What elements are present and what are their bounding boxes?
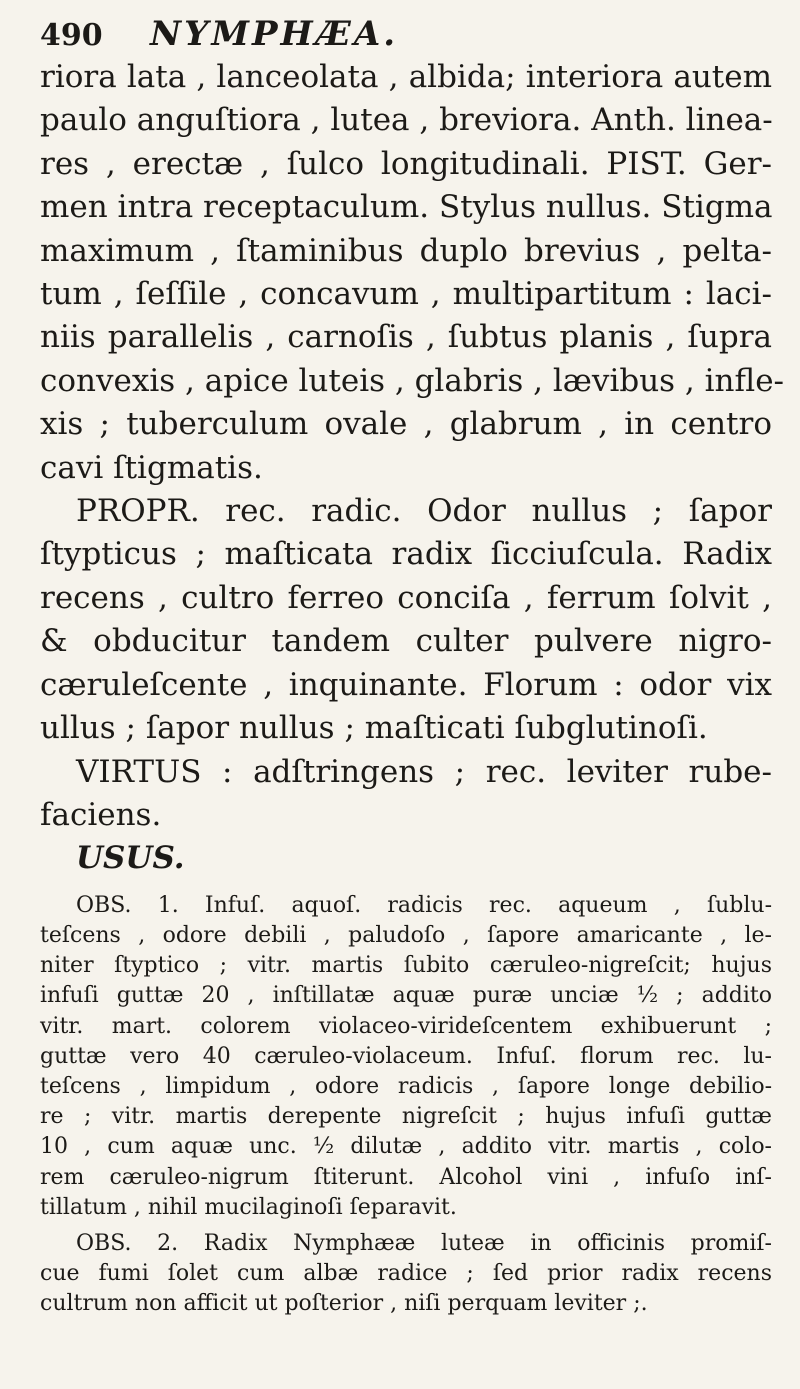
text-line: & obducitur tandem culter pulvere nigro- bbox=[40, 623, 772, 660]
text-line: re ; vitr. martis derepente nigreſcit ; hujus infuſi guttæ bbox=[40, 1104, 772, 1130]
text-line: teſcens , odore debili , paludoſo , ſapore amaricante , le- bbox=[40, 922, 772, 948]
text-line: guttæ vero 40 cæruleo-violaceum. Infuſ. florum rec. lu- bbox=[40, 1043, 772, 1069]
text-line: OBS. 2. Radix Nymphææ luteæ in officinis promiſ- bbox=[76, 1230, 772, 1256]
usus-heading: USUS. bbox=[76, 840, 185, 877]
propr-paragraph bbox=[40, 490, 772, 750]
running-head bbox=[40, 12, 772, 56]
text-line: VIRTUS : adſtringens ; rec. leviter rube- bbox=[76, 753, 772, 790]
text-line: infuſi guttæ 20 , inſtillatæ aquæ puræ unciæ ½ ; addito bbox=[40, 983, 772, 1009]
text-line: vitr. mart. colorem violaceo-virideſcentem exhibuerunt ; bbox=[40, 1013, 772, 1039]
text-line: riora lata , lanceolata , albida; interiora autem bbox=[40, 59, 772, 95]
text-line: ullus ; ſapor nullus ; maſticati ſubglutinoſi. bbox=[40, 710, 708, 747]
text-line: cue fumi ſolet cum albæ radice ; ſed prior radix recens bbox=[40, 1261, 772, 1287]
text-line: ſtypticus ; maſticata radix ſicciuſcula. Radix bbox=[40, 536, 772, 573]
text-line: rem cæruleo-nigrum ſtiterunt. Alcohol vini , infuſo inſ- bbox=[40, 1164, 772, 1190]
text-line: res , erectæ , ſulco longitudinali. PIST. Ger- bbox=[40, 145, 772, 182]
text-line: cultrum non afficit ut poſterior , niſi perquam leviter ;. bbox=[40, 1291, 648, 1317]
text-line: 10 , cum aquæ unc. ½ dilutæ , addito vitr. martis , colo- bbox=[40, 1134, 772, 1160]
page-number: 490 bbox=[40, 18, 103, 53]
description-paragraph bbox=[40, 56, 785, 490]
obs1-paragraph bbox=[40, 891, 772, 1223]
text-line: faciens. bbox=[40, 796, 162, 833]
text-line: tillatum , nihil mucilaginoſi ſeparavit. bbox=[40, 1194, 457, 1220]
text-line: men intra receptaculum. Stylus nullus. Stigma bbox=[40, 189, 773, 226]
running-title: NYMPHÆA. bbox=[150, 14, 399, 54]
text-line: niter ſtyptico ; vitr. martis ſubito cæruleo-nigreſcit; hujus bbox=[40, 953, 772, 979]
text-line: niis parallelis , carnoſis , ſubtus planis , ſupra bbox=[40, 319, 772, 356]
text-line: maximum , ſtaminibus duplo brevius , pelta- bbox=[40, 232, 772, 269]
text-line: convexis , apice luteis , glabris , lævibus , infle- bbox=[40, 362, 785, 399]
obs2-paragraph bbox=[40, 1229, 772, 1320]
text-line: teſcens , limpidum , odore radicis , ſapore longe debilio- bbox=[40, 1073, 772, 1099]
text-line: recens , cultro ferreo conciſa , ferrum ſolvit , bbox=[40, 579, 772, 616]
text-line: OBS. 1. Infuſ. aquoſ. radicis rec. aqueum , ſublu- bbox=[76, 892, 772, 918]
text-line: cæruleſcente , inquinante. Florum : odor vix bbox=[40, 666, 772, 703]
virtus-paragraph bbox=[40, 751, 772, 838]
text-line: cavi ſtigmatis. bbox=[40, 449, 263, 486]
spacer bbox=[40, 881, 772, 891]
text-line: tum , ſeſſile , concavum , multipartitum : laci- bbox=[40, 276, 772, 313]
text-line: paulo anguſtiora , lutea , breviora. Anth. linea- bbox=[40, 102, 773, 139]
text-line: xis ; tuberculum ovale , glabrum , in centro bbox=[40, 406, 772, 443]
text-line: PROPR. rec. radic. Odor nullus ; ſapor bbox=[76, 493, 772, 530]
